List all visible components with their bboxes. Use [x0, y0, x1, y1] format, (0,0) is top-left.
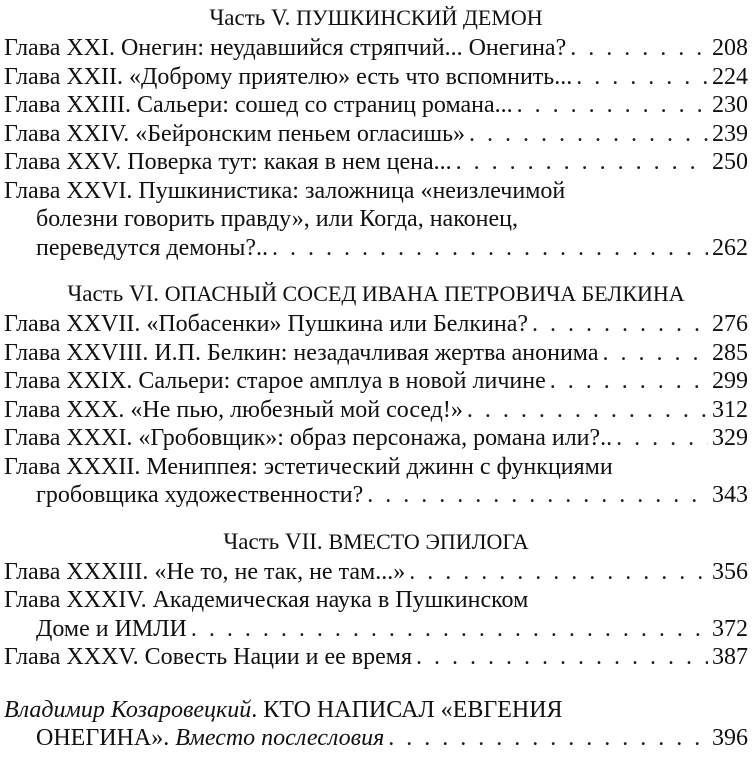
toc-entry[interactable] — [4, 177, 748, 263]
toc-entry[interactable] — [4, 453, 748, 510]
page-number: 356 — [712, 558, 748, 585]
part-name: ОПАСНЫЙ СОСЕД ИВАНА ПЕТРОВИЧА БЕЛКИНА — [164, 281, 685, 306]
leader-dots — [367, 481, 708, 510]
page-number: 276 — [712, 311, 748, 337]
leader-dots — [416, 643, 708, 672]
chapter-title: Глава XXII. «Доброму приятелю» есть что вспомнить... — [4, 63, 573, 90]
toc-entry[interactable] — [4, 339, 748, 368]
page-number: 285 — [712, 339, 748, 366]
chapter-title: Глава XXXIII. «Не то, не так, не там...» — [4, 558, 406, 585]
afterword-title: . КТО НАПИСАЛ «ЕВГЕНИЯ — [251, 696, 563, 723]
chapter-title: Глава XXIX. Сальери: старое амплуа в новой личине — [4, 368, 546, 394]
chapter-title: Глава XXV. Поверка тут: какая в нем цена... — [4, 149, 452, 175]
chapter-title: Глава XXIII. Сальери: сошед со страниц романа... — [4, 92, 513, 118]
toc-entry[interactable] — [4, 91, 748, 120]
leader-dots — [550, 367, 708, 396]
toc-entry[interactable] — [4, 120, 748, 149]
page-number: 224 — [712, 63, 748, 90]
page-number: 262 — [712, 234, 748, 261]
part-title — [4, 2, 748, 34]
page-number: 396 — [712, 725, 748, 751]
toc-entry[interactable] — [4, 558, 748, 587]
chapter-title: Глава XXXI. «Гробовщик»: образ персонажа, романа или?.. — [4, 425, 613, 451]
page-number: 329 — [712, 425, 748, 451]
leader-dots — [388, 724, 708, 753]
part-label: Часть VII. — [223, 528, 323, 554]
section-gap — [4, 672, 748, 696]
toc-entry[interactable] — [4, 63, 748, 92]
chapter-title: Глава XXVII. «Побасенки» Пушкина или Белкина? — [4, 311, 529, 337]
part-title — [4, 278, 748, 310]
chapter-title: Глава XXI. Онегин: неудавшийся стряпчий... Онегина? — [4, 35, 567, 61]
toc-entry[interactable] — [4, 396, 748, 425]
afterword-subtitle: Вместо послесловия — [175, 725, 385, 751]
chapter-title: Глава XXIV. «Бейронским пеньем огласишь» — [4, 120, 466, 147]
chapter-title-cont: Доме и ИМЛИ — [36, 615, 187, 642]
chapter-title: Глава XXXV. Совесть Нации и ее время — [4, 644, 413, 670]
afterword-author: Владимир Козаровецкий — [4, 696, 252, 723]
leader-dots — [409, 558, 708, 587]
leader-dots — [456, 148, 708, 177]
leader-dots — [602, 339, 708, 368]
chapter-title-cont: переведутся демоны?.. — [36, 234, 269, 261]
toc-entry-afterword[interactable] — [4, 696, 748, 753]
chapter-title: Глава XXX. «Не пью, любезный мой сосед!» — [4, 396, 463, 423]
leader-dots — [517, 91, 708, 120]
page-number: 208 — [712, 35, 748, 61]
chapter-title: Глава XXVI. Пушкинистика: заложница «неизлечимой — [4, 177, 566, 204]
page-number: 250 — [712, 149, 748, 175]
leader-dots — [191, 615, 708, 644]
leader-dots — [467, 396, 708, 425]
leader-dots — [469, 120, 708, 149]
toc-entry[interactable] — [4, 643, 748, 672]
part-name: ПУШКИНСКИЙ ДЕМОН — [296, 5, 543, 30]
section-gap — [4, 510, 748, 526]
leader-dots — [616, 424, 708, 453]
part-title — [4, 526, 748, 558]
toc-entry[interactable] — [4, 586, 748, 643]
page-number: 299 — [712, 368, 748, 394]
page-number: 230 — [712, 92, 748, 118]
chapter-title-cont: болезни говорить правду», или Когда, наконец, — [36, 206, 518, 232]
toc-entry[interactable] — [4, 34, 748, 63]
chapter-title: Глава XXVIII. И.П. Белкин: незадачливая жертва анонима — [4, 339, 599, 366]
toc-entry[interactable] — [4, 148, 748, 177]
page-number: 387 — [712, 644, 748, 670]
page-number: 239 — [712, 120, 748, 147]
leader-dots — [532, 310, 708, 339]
page-number: 343 — [712, 482, 748, 508]
chapter-title-cont: гробовщика художественности? — [36, 482, 364, 508]
part-name: ВМЕСТО ЭПИЛОГА — [328, 528, 529, 554]
leader-dots — [570, 34, 708, 63]
page-number: 372 — [712, 615, 748, 642]
page-number: 312 — [712, 396, 748, 423]
toc-entry[interactable] — [4, 424, 748, 453]
chapter-title: Глава XXXII. Мениппея: эстетический джинн с функциями — [4, 453, 613, 480]
leader-dots — [272, 234, 708, 263]
leader-dots — [576, 63, 708, 92]
toc-entry[interactable] — [4, 310, 748, 339]
chapter-title: Глава XXXIV. Академическая наука в Пушкинском — [4, 587, 529, 613]
toc-entry[interactable] — [4, 367, 748, 396]
section-gap — [4, 262, 748, 278]
part-label: Часть V. — [209, 5, 291, 30]
afterword-title-cont: ОНЕГИНА». — [36, 725, 176, 751]
part-label: Часть VI. — [67, 281, 159, 306]
